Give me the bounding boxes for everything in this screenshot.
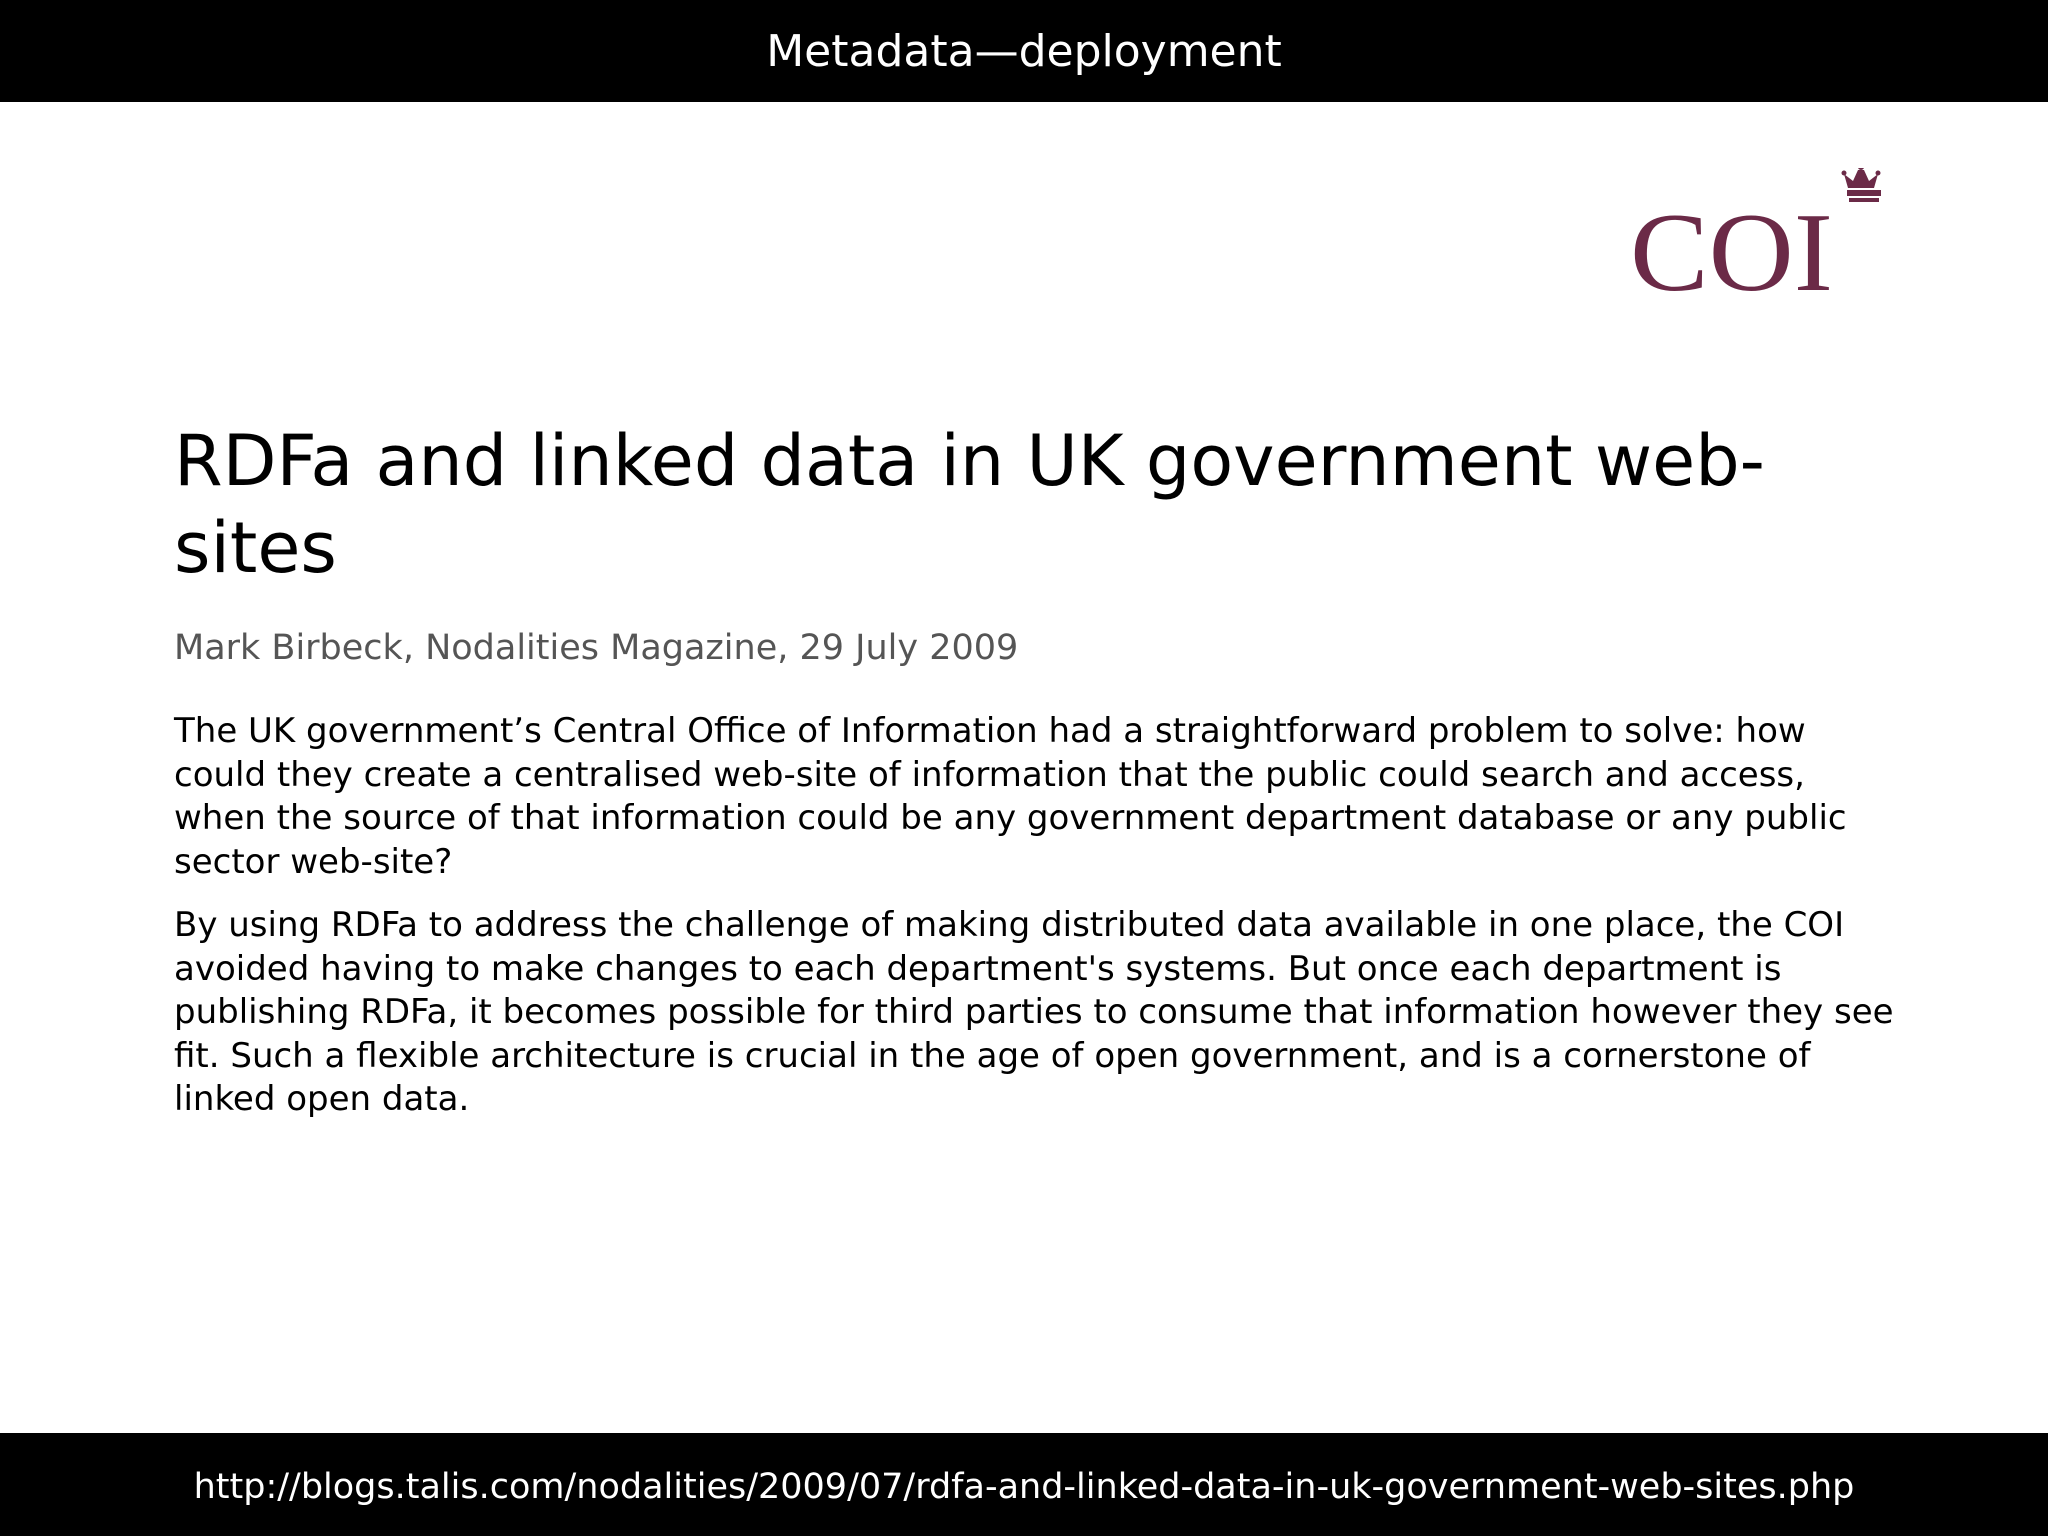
coi-logo [1630, 168, 1890, 308]
article-content [174, 418, 1894, 1122]
article-byline: Mark Birbeck, Nodalities Magazine, 29 July 2009 [174, 628, 1019, 668]
source-url-link[interactable]: http://blogs.talis.com/nodalities/2009/07/rdfa-and-linked-data-in-uk-government-web-sites.php [193, 1467, 1855, 1507]
source-bar [0, 1433, 2048, 1536]
article-paragraph: By using RDFa to address the challenge of making distributed data available in one place, the COI avoided having to make changes to each department's systems. But once each department is publishing RDFa, it becomes possible for third parties to consume that information however they see fit. Such a flexible architecture is crucial in the age of open government, and is a cornerstone of linked open data. [174, 905, 1894, 1119]
slide-title-bar [0, 0, 2048, 102]
article-headline: RDFa and linked data in UK government web-sites [174, 420, 1765, 589]
article-paragraph: The UK government’s Central Office of Information had a straightforward problem to solve: how could they create a centralised web-site of information that the public could search and access, when the source of that information could be any government department database or any public sector web-site? [174, 711, 1847, 882]
coi-logo-text: COI [1630, 191, 1833, 308]
slide-title: Metadata—deployment [766, 26, 1282, 77]
crown-icon [1842, 168, 1882, 202]
